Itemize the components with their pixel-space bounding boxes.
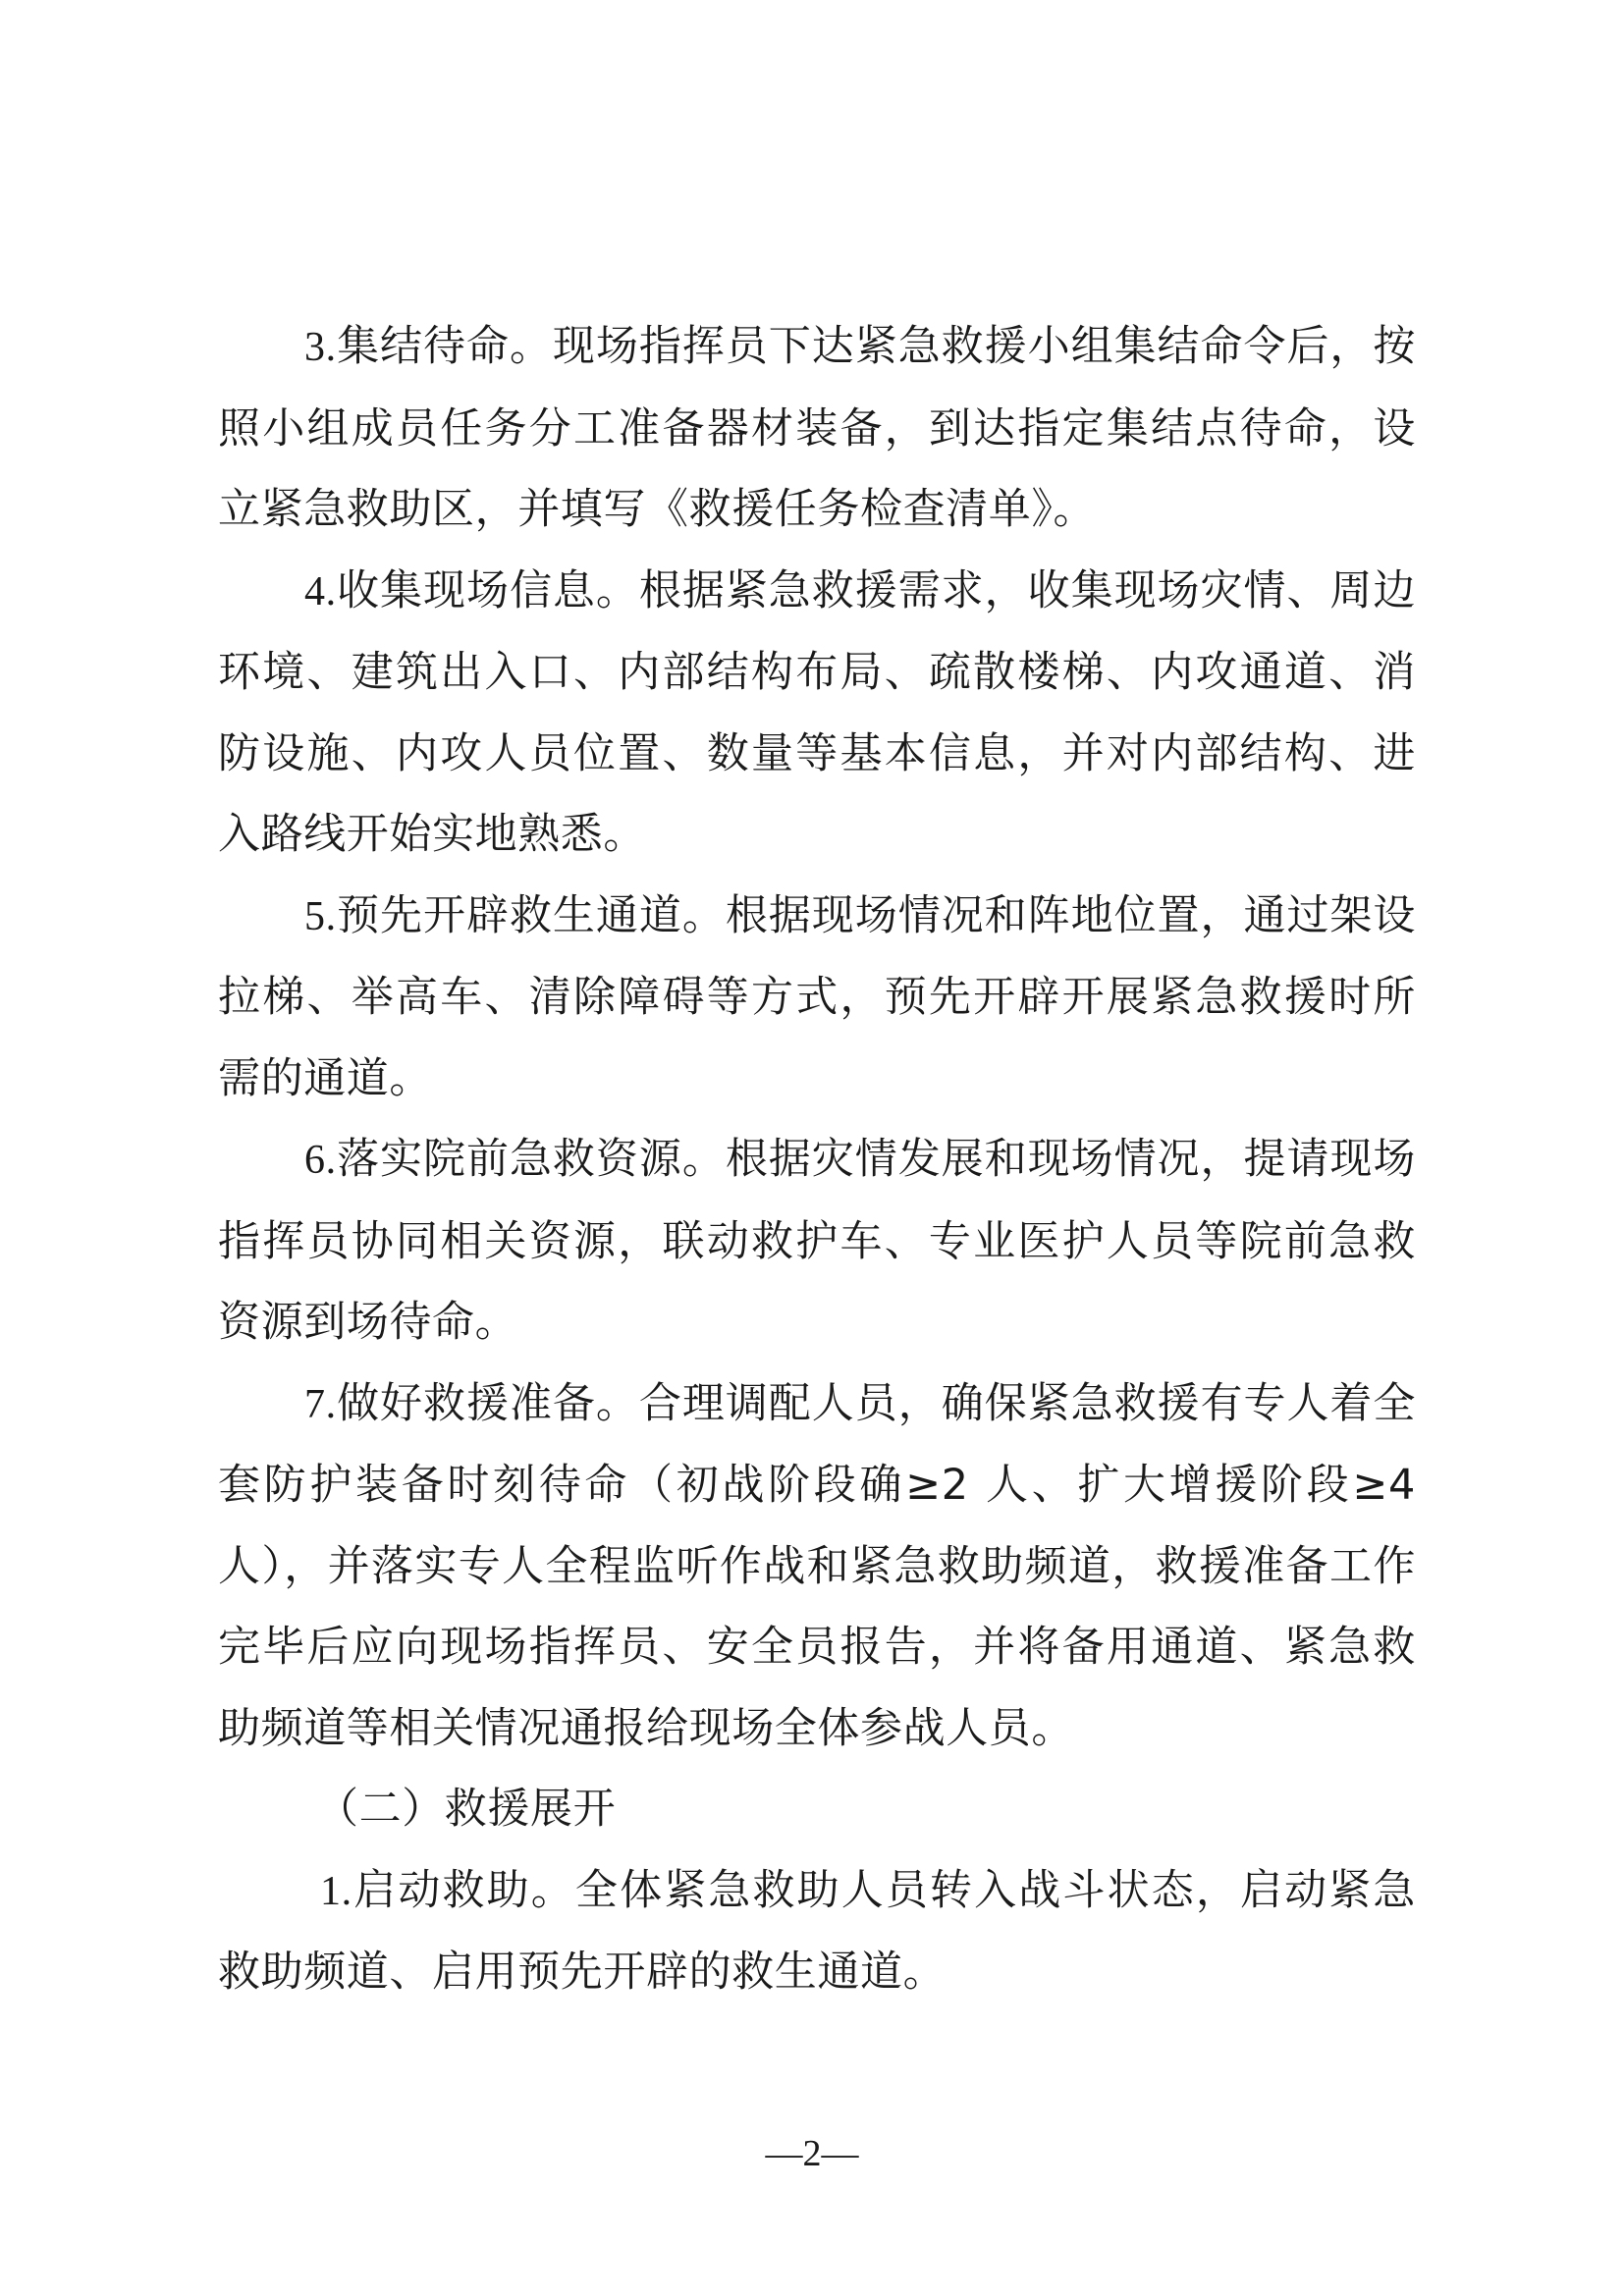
paragraph-text: 启动救助。全体紧急救助人员转入战斗状态，启动紧急救助频道、启用预先开辟的救生通道。 bbox=[218, 1865, 1416, 1997]
paragraph-number: 3. bbox=[304, 325, 337, 370]
paragraph-text: 集结待命。现场指挥员下达紧急救援小组集结命令后，按照小组成员任务分工准备器材装备，到达指定集结点待命，设立紧急救助区，并填写《救援任务检查清单》。 bbox=[218, 322, 1416, 534]
section-heading: （二）救援展开 bbox=[316, 1785, 617, 1834]
paragraph-7 bbox=[218, 1363, 1416, 1770]
body-text bbox=[218, 306, 1416, 2013]
paragraph-6 bbox=[218, 1119, 1416, 1363]
paragraph-4 bbox=[218, 551, 1416, 876]
paragraph-3 bbox=[218, 306, 1416, 551]
paragraph-number: 7. bbox=[304, 1381, 337, 1427]
paragraph-number: 6. bbox=[304, 1138, 337, 1183]
paragraph-5 bbox=[218, 876, 1416, 1120]
paragraph-number: 5. bbox=[304, 893, 337, 939]
paragraph-text: 做好救援准备。合理调配人员，确保紧急救援有专人着全套防护装备时刻待命（初战阶段确≥2 人、扩大增援阶段≥4 人），并落实专人全程监听作战和紧急救助频道，救援准备工作完毕后应向现场指挥员、安全员报告，并将备用通道、紧急救助频道等相关情况通报给现场全体参战人员。 bbox=[218, 1378, 1416, 1753]
page-number: —2— bbox=[765, 2133, 859, 2174]
paragraph-text: 收集现场信息。根据紧急救援需求，收集现场灾情、周边环境、建筑出入口、内部结构布局、疏散楼梯、内攻通道、消防设施、内攻人员位置、数量等基本信息，并对内部结构、进入路线开始实地熟悉。 bbox=[218, 565, 1416, 859]
paragraph-text: 落实院前急救资源。根据灾情发展和现场情况，提请现场指挥员协同相关资源，联动救护车、专业医护人员等院前急救资源到场待命。 bbox=[218, 1135, 1416, 1347]
section-paragraph-1 bbox=[218, 1850, 1416, 2013]
paragraph-text: 预先开辟救生通道。根据现场情况和阵地位置，通过架设拉梯、举高车、清除障碍等方式，预先开辟开展紧急救援时所需的通道。 bbox=[218, 890, 1416, 1103]
paragraph-number: 4. bbox=[304, 568, 337, 614]
paragraph-number: 1. bbox=[320, 1868, 352, 1914]
